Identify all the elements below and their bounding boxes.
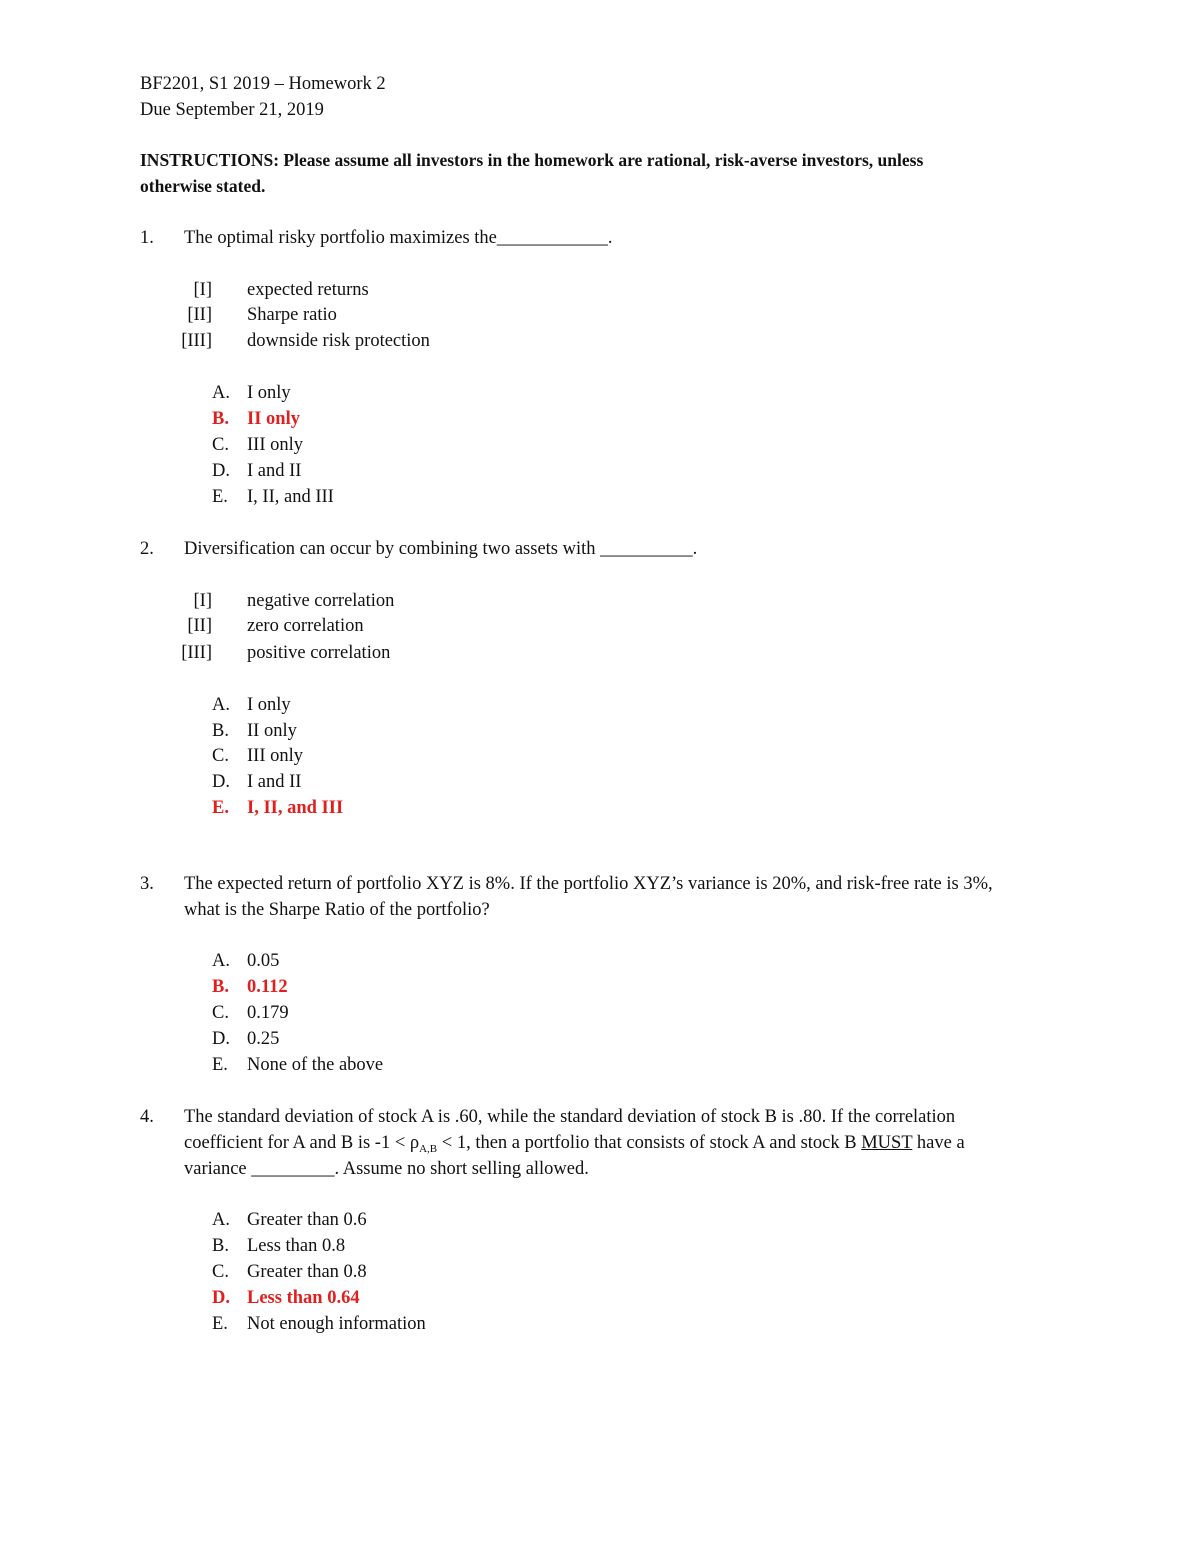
answer-option-text: II only — [247, 409, 300, 429]
option-text: Not enough information — [247, 1314, 426, 1334]
instructions-line-1 — [140, 149, 923, 171]
option-letter: E. — [212, 487, 228, 507]
answer-option-text: 0.112 — [247, 977, 288, 997]
question-number: 4. — [140, 1107, 154, 1127]
option-text: Less than 0.8 — [247, 1236, 346, 1256]
answer-option-letter: B. — [212, 977, 229, 997]
question-text: The standard deviation of stock A is .60, while the standard deviation of stock B is .80. If the correlation — [184, 1107, 956, 1127]
question-text-line-2 — [184, 1132, 965, 1160]
statement-roman: [II] — [187, 305, 212, 325]
answer-option-letter: D. — [212, 1288, 230, 1308]
statement-text: Sharpe ratio — [247, 305, 337, 325]
option-letter: B. — [212, 721, 229, 741]
option-text: 0.179 — [247, 1003, 289, 1023]
question-number: 3. — [140, 874, 154, 894]
option-text: III only — [247, 746, 303, 766]
question-number: 1. — [140, 228, 154, 248]
question-text: variance _________. Assume no short selling allowed. — [184, 1159, 589, 1179]
statement-text: negative correlation — [247, 591, 395, 611]
rho-subscript: A,B — [419, 1143, 438, 1155]
statement-text: downside risk protection — [247, 331, 430, 351]
option-letter: B. — [212, 1236, 229, 1256]
statement-text: zero correlation — [247, 616, 364, 636]
option-text: I only — [247, 383, 291, 403]
emphasis-must: MUST — [861, 1133, 913, 1153]
answer-option-text: I, II, and III — [247, 798, 344, 818]
instructions-text-1: INSTRUCTIONS: Please assume all investors in the homework are rational, risk-averse investors, unless — [140, 150, 924, 170]
option-letter: C. — [212, 746, 229, 766]
statement-roman: [I] — [193, 591, 212, 611]
option-letter: C. — [212, 1003, 229, 1023]
question-text: The expected return of portfolio XYZ is 8%. If the portfolio XYZ’s variance is 20%, and risk-free rate is 3%, — [184, 874, 993, 894]
option-text: I and II — [247, 772, 302, 792]
statement-text: positive correlation — [247, 643, 391, 663]
option-text: I and II — [247, 461, 302, 481]
doc-title: BF2201, S1 2019 – Homework 2 — [140, 74, 386, 94]
option-letter: C. — [212, 1262, 229, 1282]
option-text: 0.25 — [247, 1029, 280, 1049]
statement-roman: [II] — [187, 616, 212, 636]
answer-option-text: Less than 0.64 — [247, 1288, 360, 1308]
due-date: Due September 21, 2019 — [140, 100, 324, 120]
statement-roman: [III] — [181, 643, 212, 663]
option-letter: A. — [212, 695, 230, 715]
option-letter: A. — [212, 383, 230, 403]
answer-option-letter: E. — [212, 798, 229, 818]
question-text: The optimal risky portfolio maximizes the____________. — [184, 228, 613, 248]
option-text: III only — [247, 435, 303, 455]
option-letter: D. — [212, 772, 230, 792]
question-text-segment: have a — [912, 1133, 965, 1153]
question-number: 2. — [140, 539, 154, 559]
option-letter: A. — [212, 951, 230, 971]
option-letter: E. — [212, 1314, 228, 1334]
option-text: 0.05 — [247, 951, 280, 971]
option-letter: D. — [212, 461, 230, 481]
option-text: II only — [247, 721, 297, 741]
statement-roman: [III] — [181, 331, 212, 351]
question-text: Diversification can occur by combining two assets with __________. — [184, 539, 698, 559]
option-text: I only — [247, 695, 291, 715]
option-text: I, II, and III — [247, 487, 334, 507]
question-text-segment: coefficient for A and B is -1 < ρ — [184, 1133, 420, 1153]
option-letter: E. — [212, 1055, 228, 1075]
statement-roman: [I] — [193, 280, 212, 300]
option-letter: A. — [212, 1210, 230, 1230]
option-letter: C. — [212, 435, 229, 455]
answer-option-letter: B. — [212, 409, 229, 429]
option-text: Greater than 0.8 — [247, 1262, 367, 1282]
option-text: Greater than 0.6 — [247, 1210, 367, 1230]
instructions-text-2: otherwise stated. — [140, 176, 266, 196]
option-text: None of the above — [247, 1055, 384, 1075]
option-letter: D. — [212, 1029, 230, 1049]
statement-text: expected returns — [247, 280, 369, 300]
question-text: what is the Sharpe Ratio of the portfolio? — [184, 900, 490, 920]
question-text-segment: < 1, then a portfolio that consists of stock A and stock B — [437, 1133, 862, 1153]
